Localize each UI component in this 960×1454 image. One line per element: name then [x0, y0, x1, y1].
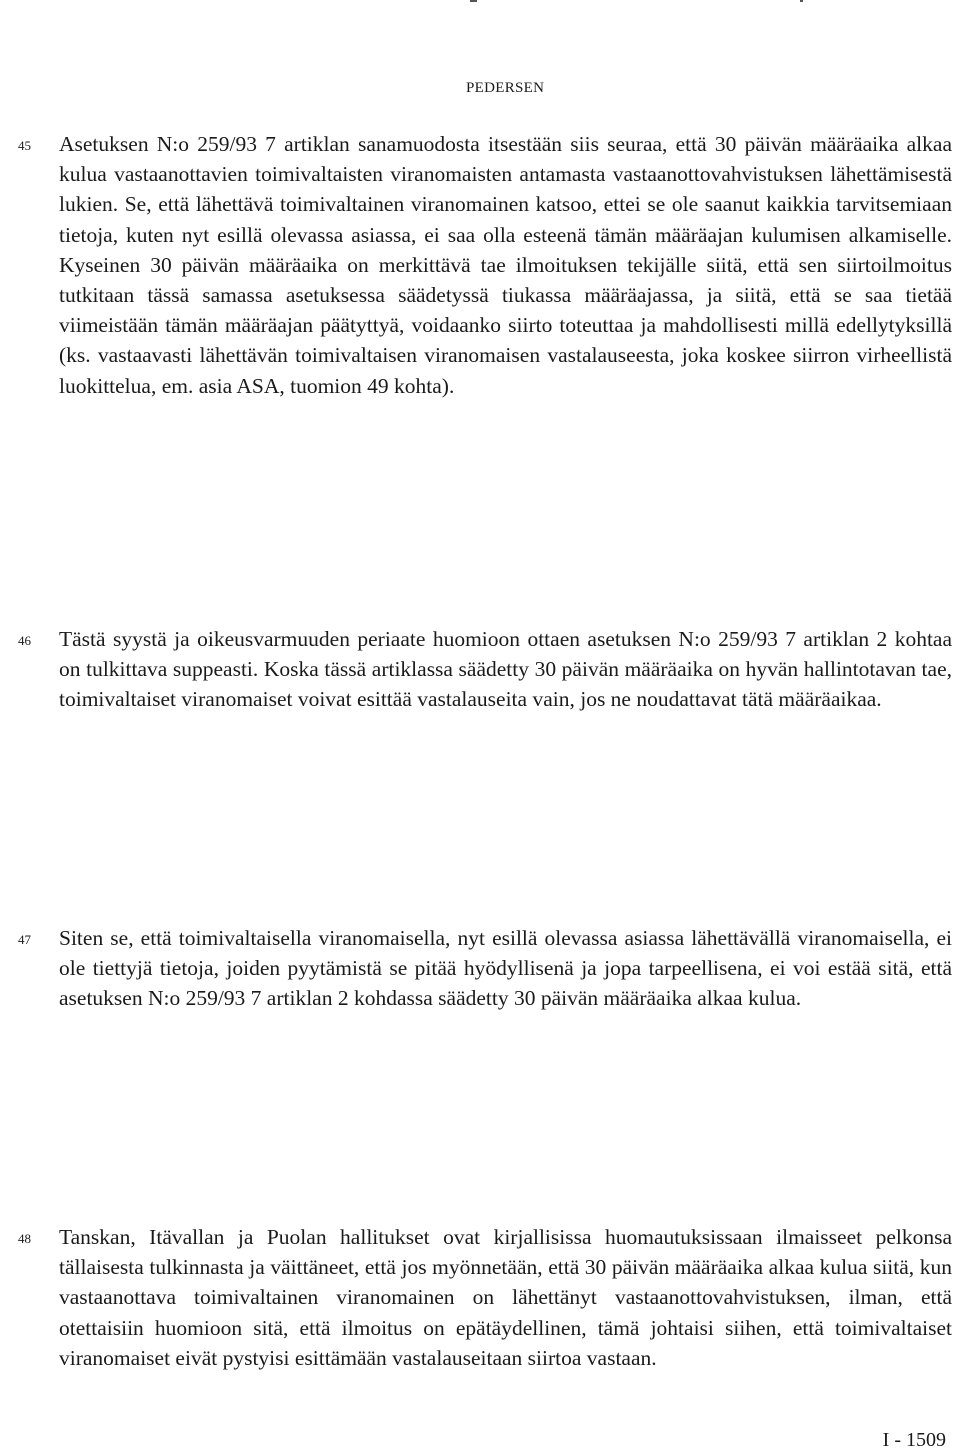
paragraph-number: 48	[18, 1231, 31, 1246]
scan-artifact-left	[470, 0, 477, 2]
paragraph-text: Tanskan, Itävallan ja Puolan hallitukset ovat kirjallisissa huomautuksissaan ilmaisseet pelkonsa tällaisesta tulkinnasta ja väittäneet, että jos myönnetään, että 30 päivän määräaika alkaa kulua siitä, kun vastaanottava toimivaltainen viranomainen on lähettänyt vastaanottovahvistuksen, ilman, että otettaisiin huomioon sitä, että ilmoitus on epätäydellinen, tämä johtaisi siihen, että toimivaltaiset viranomaiset eivät pystyisi esittämään vastalauseitaan siirtoa vastaan.	[59, 1225, 952, 1370]
scan-artifact-right	[800, 0, 803, 2]
running-header: PEDERSEN	[466, 80, 545, 96]
paragraph-number: 45	[18, 138, 31, 153]
paragraph-text: Siten se, että toimivaltaisella viranomaisella, nyt esillä olevassa asiassa lähettävällä viranomaisella, ei ole tiettyjä tietoja, joiden pyytämistä se pitää hyödyllisenä ja jopa tarpeellisena, ei voi estää sitä, että asetuksen N:o 259/93 7 artiklan 2 kohdassa säädetty 30 päivän määräaika alkaa kulua.	[59, 926, 952, 1011]
page-number: I - 1509	[882, 1429, 946, 1451]
paragraph-text: Asetuksen N:o 259/93 7 artiklan sanamuodosta itsestään siis seuraa, että 30 päivän määräaika alkaa kulua vastaanottavien toimivaltaisten viranomaisten antamasta vastaanottovahvistuksen lähettämisestä lukien. Se, että lähettävä toimivaltainen viranomainen katsoo, ettei se ole saanut kaikkia tarvitsemiaan tietoja, kuten nyt esillä olevassa asiassa, ei saa olla esteenä tämän määräajan kulumisen alkamiselle. Kyseinen 30 päivän määräaika on merkittävä tae ilmoituksen tekijälle siitä, että sen siirtoilmoitus tutkitaan tässä samassa asetuksessa säädetyssä tiukassa määräajassa, ja siitä, että se saa tietää viimeistään tämän määräajan päätyttyä, voidaanko siirto toteuttaa ja mahdollisesti millä edellytyksillä (ks. vastaavasti lähettävän toimivaltaisen viranomaisen vastalauseesta, joka koskee siirron virheellistä luokittelua, em. asia ASA, tuomion 49 kohta).	[59, 132, 952, 398]
paragraph-number: 47	[18, 932, 31, 947]
paragraph-text: Tästä syystä ja oikeusvarmuuden periaate huomioon ottaen asetuksen N:o 259/93 7 artiklan 2 kohtaa on tulkittava suppeasti. Koska tässä artiklassa säädetty 30 päivän määräaika on hyvän hallintotavan tae, toimivaltaiset viranomaiset voivat esittää vastalauseita vain, jos ne noudattavat tätä määräaikaa.	[59, 627, 952, 712]
paragraph-number: 46	[18, 633, 31, 648]
